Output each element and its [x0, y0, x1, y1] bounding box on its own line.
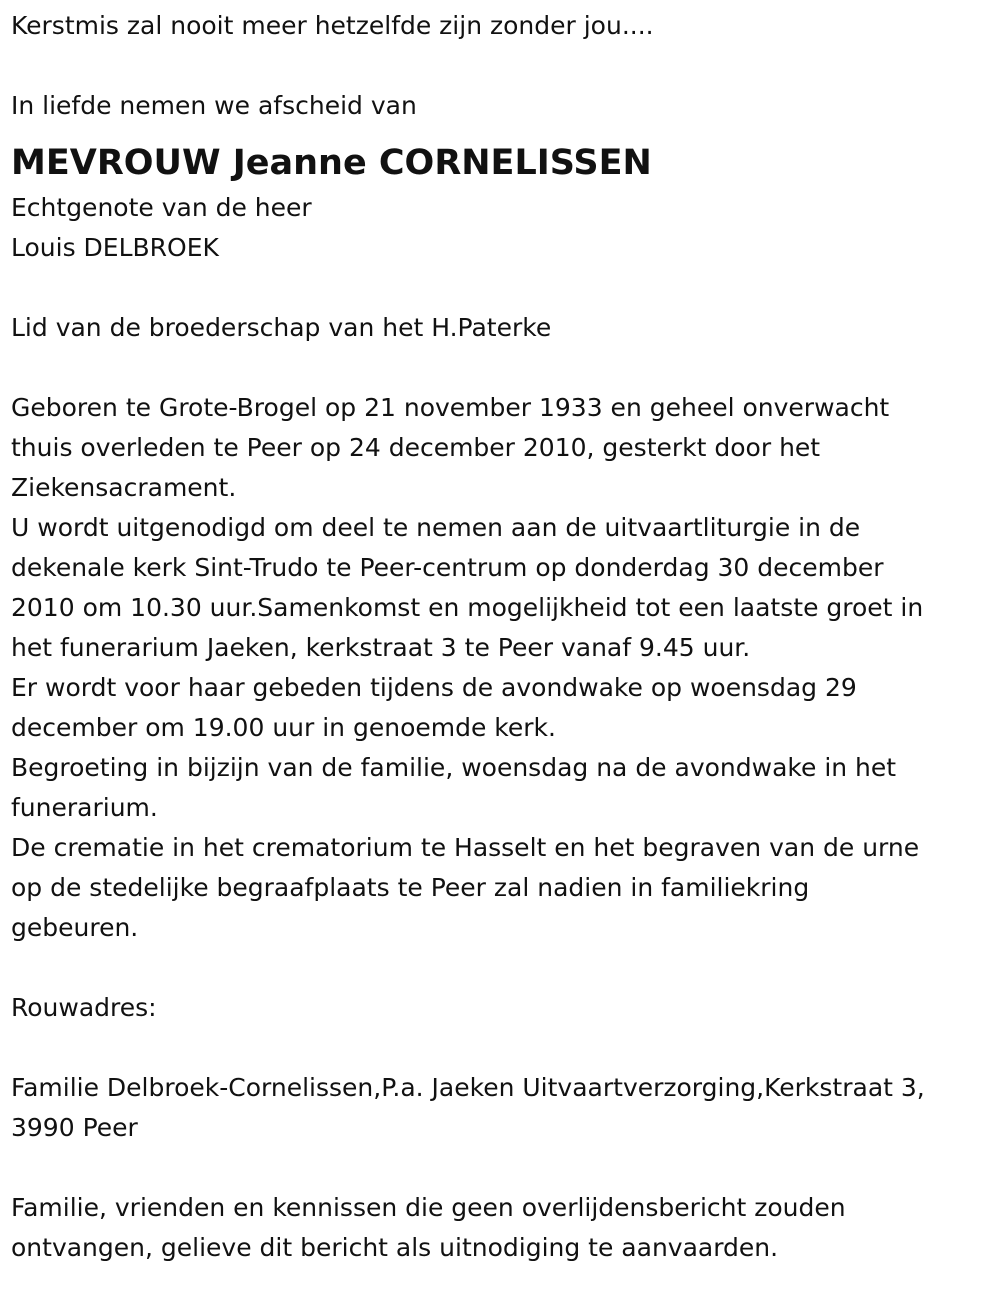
body-line: funerarium. — [11, 793, 158, 822]
body-line: Begroeting in bijzijn van de familie, woensdag na de avondwake in het — [11, 753, 897, 782]
spacer — [11, 46, 991, 86]
spouse-line-2: Louis DELBROEK — [11, 233, 219, 262]
deceased-name: MEVROUW Jeanne CORNELISSEN — [11, 143, 652, 183]
spacer — [11, 1148, 991, 1188]
spouse-line-1: Echtgenote van de heer — [11, 193, 312, 222]
address-line-2: 3990 Peer — [11, 1113, 138, 1142]
obituary-notice — [11, 6, 991, 1268]
intro-line: In liefde nemen we afscheid van — [11, 91, 417, 120]
body-line: gebeuren. — [11, 913, 139, 942]
body-line: het funerarium Jaeken, kerkstraat 3 te Peer vanaf 9.45 uur. — [11, 633, 751, 662]
opening-line: Kerstmis zal nooit meer hetzelfde zijn zonder jou.... — [11, 11, 654, 40]
body-line: thuis overleden te Peer op 24 december 2010, gesterkt door het — [11, 433, 821, 462]
body-line: december om 19.00 uur in genoemde kerk. — [11, 713, 556, 742]
body-line: dekenale kerk Sint-Trudo te Peer-centrum op donderdag 30 december — [11, 553, 884, 582]
closing-line-1: Familie, vrienden en kennissen die geen overlijdensbericht zouden — [11, 1193, 846, 1222]
body-line: Er wordt voor haar gebeden tijdens de avondwake op woensdag 29 — [11, 673, 857, 702]
spacer — [11, 948, 991, 988]
body-line: De crematie in het crematorium te Hasselt en het begraven van de urne — [11, 833, 920, 862]
membership-line: Lid van de broederschap van het H.Paterke — [11, 313, 552, 342]
body-line: op de stedelijke begraafplaats te Peer zal nadien in familiekring — [11, 873, 810, 902]
body-line: 2010 om 10.30 uur.Samenkomst en mogelijkheid tot een laatste groet in — [11, 593, 924, 622]
address-line-1: Familie Delbroek-Cornelissen,P.a. Jaeken Uitvaartverzorging,Kerkstraat 3, — [11, 1073, 925, 1102]
spacer — [11, 348, 991, 388]
address-label: Rouwadres: — [11, 993, 157, 1022]
body-line: Geboren te Grote-Brogel op 21 november 1933 en geheel onverwacht — [11, 393, 890, 422]
spacer — [11, 268, 991, 308]
body-line: Ziekensacrament. — [11, 473, 237, 502]
body-line: U wordt uitgenodigd om deel te nemen aan de uitvaartliturgie in de — [11, 513, 861, 542]
closing-line-2: ontvangen, gelieve dit bericht als uitnodiging te aanvaarden. — [11, 1233, 779, 1262]
spacer — [11, 1028, 991, 1068]
body-text — [11, 388, 991, 948]
